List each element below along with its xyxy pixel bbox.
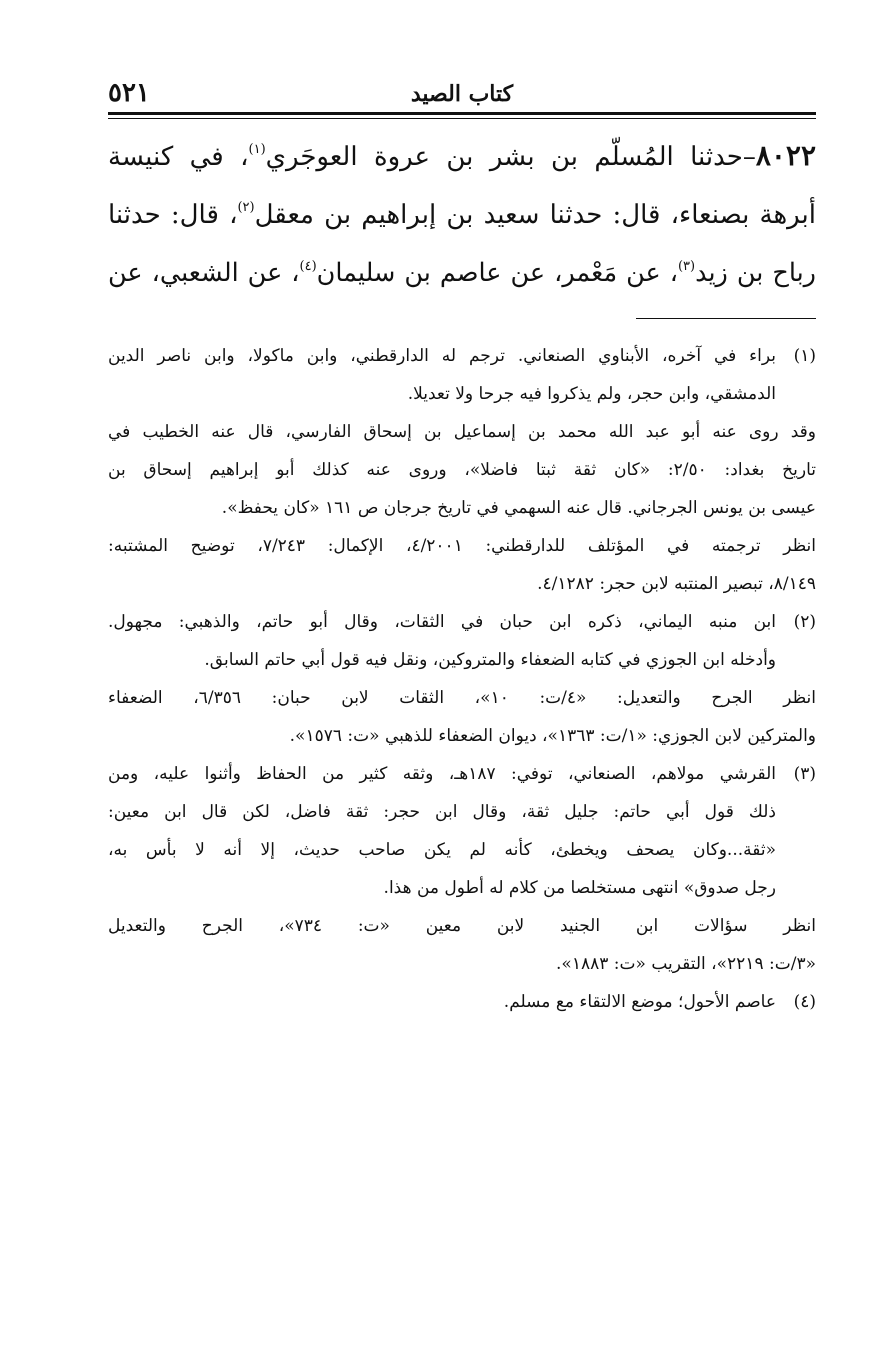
hadith-line-2: أبرهة بصنعاء، قال: حدثنا سعيد بن إبراهيم بن معقل$^{(٢)}$، قال: حدثنا — [108, 200, 816, 230]
footnote-3-para-2 — [108, 907, 816, 983]
footnote-2 — [108, 603, 816, 679]
footnote-ref: (٢) — [237, 200, 255, 216]
footnote-separator — [636, 318, 816, 319]
footnote-number: (٣) — [793, 764, 816, 784]
hadith-line-1: ٨٠٢٢–حدثنا المُسلّم بن بشر بن عروة العوجَري$^{(١)}$، في كنيسة — [108, 139, 816, 172]
footnote-line: ٨/١٤٩، تبصير المنتبه لابن حجر: ٤/١٢٨٢. — [537, 574, 816, 594]
footnote-number: (٢) — [793, 612, 816, 632]
footnotes — [108, 337, 816, 1021]
footnote-ref: (٤) — [299, 258, 317, 274]
header-rule-thin — [108, 118, 816, 119]
footnote-number: (٤) — [793, 992, 816, 1012]
running-title: كتاب الصيد — [410, 81, 514, 107]
footnote-line: وقد روى عنه أبو عبد الله محمد بن إسماعيل بن إسحاق الفارسي، قال عنه الخطيب في — [108, 422, 816, 442]
hadith-number: ٨٠٢٢ — [755, 139, 816, 172]
page-number: ٥٢١ — [108, 78, 150, 108]
footnote-line: انظر سؤالات ابن الجنيد لابن معين «ت: ٧٣٤»، الجرح والتعديل — [108, 916, 816, 936]
footnote-line: رجل صدوق» انتهى مستخلصا من كلام له أطول من هذا. — [383, 878, 776, 898]
footnote-line: القرشي مولاهم، الصنعاني، توفي: ١٨٧هـ، وثقه كثير من الحفاظ وأثنوا عليه، ومن — [108, 764, 776, 784]
page-header — [108, 78, 816, 112]
footnote-line: تاريخ بغداد: ٢/٥٠: «كان ثقة ثبتا فاضلا»، وروى عنه كذلك أبو إبراهيم إسحاق بن — [108, 460, 816, 480]
footnote-ref: (١) — [248, 142, 266, 158]
footnote-line: الدمشقي، وابن حجر، ولم يذكروا فيه جرحا ولا تعديلا. — [407, 384, 776, 404]
footnote-line: ذلك قول أبي حاتم: جليل ثقة، وقال ابن حجر: ثقة فاضل، لكن قال ابن معين: — [108, 802, 776, 822]
footnote-1 — [108, 337, 816, 413]
footnote-line: انظر ترجمته في المؤتلف للدارقطني: ٤/٢٠٠١، الإكمال: ٧/٢٤٣، توضيح المشتبه: — [108, 536, 816, 556]
footnote-line: براء في آخره، الأبناوي الصنعاني. ترجم له الدارقطني، وابن ماكولا، وابن ناصر الدين — [108, 346, 776, 366]
footnote-1-para-3 — [108, 527, 816, 603]
footnote-4 — [108, 983, 816, 1021]
footnote-line: انظر الجرح والتعديل: «٤/ت: ١٠»، الثقات لابن حبان: ٦/٣٥٦، الضعفاء — [108, 688, 816, 708]
footnote-1-para-2 — [108, 413, 816, 527]
footnote-line: «٣/ت: ٢٢١٩»، التقريب «ت: ١٨٨٣». — [556, 954, 816, 974]
footnote-2-para-2 — [108, 679, 816, 755]
hadith-line-3: رباح بن زيد$^{(٣)}$، عن مَعْمر، عن عاصم بن سليمان$^{(٤)}$، عن الشعبي، عن — [108, 258, 816, 288]
footnote-ref: (٣) — [677, 258, 696, 274]
footnote-line: عاصم الأحول؛ موضع الالتقاء مع مسلم. — [503, 992, 776, 1012]
hadith-text — [108, 127, 816, 302]
footnote-line: ابن منبه اليماني، ذكره ابن حبان في الثقات، وقال أبو حاتم، والذهبي: مجهول. — [108, 612, 776, 632]
footnote-line: «ثقة...وكان يصحف ويخطئ، كأنه لم يكن صاحب حديث، إلا أنه لا بأس به، — [108, 840, 776, 860]
book-page — [108, 78, 816, 1318]
footnote-number: (١) — [793, 346, 816, 366]
footnote-line: عيسى بن يونس الجرجاني. قال عنه السهمي في تاريخ جرجان ص ١٦١ «كان يحفظ». — [221, 498, 816, 518]
footnote-3 — [108, 755, 816, 907]
footnote-line: والمتركين لابن الجوزي: «١/ت: ١٣٦٣»، ديوان الضعفاء للذهبي «ت: ١٥٧٦». — [289, 726, 816, 746]
footnote-line: وأدخله ابن الجوزي في كتابه الضعفاء والمتروكين، ونقل فيه قول أبي حاتم السابق. — [204, 650, 776, 670]
